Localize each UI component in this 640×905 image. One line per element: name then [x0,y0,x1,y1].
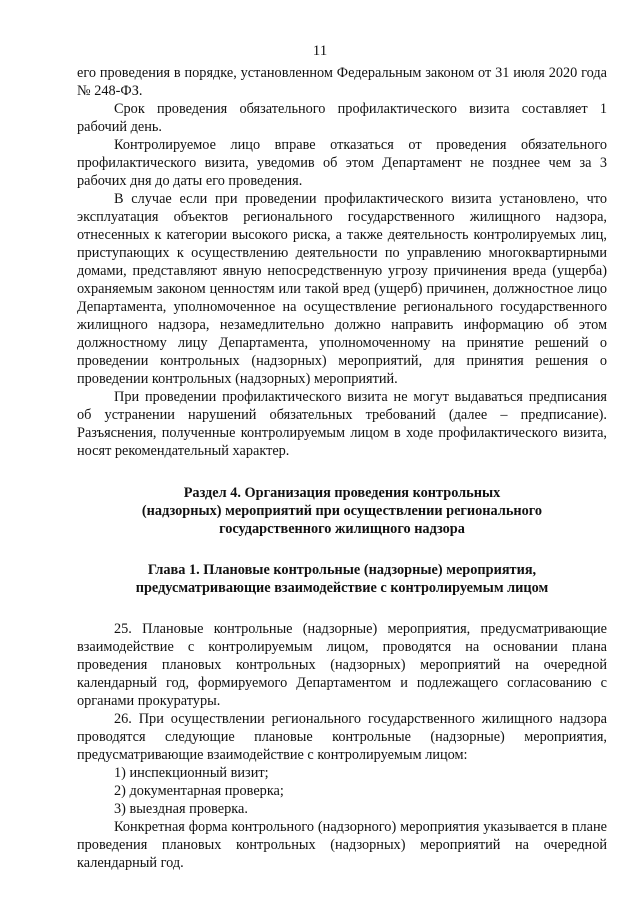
section-heading [77,484,607,538]
section-heading-line: государственного жилищного надзора [219,521,465,537]
paragraph-final: Конкретная форма контрольного (надзорного) мероприятия указывается в плане проведения плановых контрольных (надзорных) мероприятий на очередной календарный год. [77,819,607,871]
chapter-heading [77,561,607,597]
chapter-heading-line: Глава 1. Плановые контрольные (надзорные) мероприятия, [147,562,537,578]
chapter-heading-line: предусматривающие взаимодействие с контролируемым лицом [135,580,549,596]
paragraph-25: 25. Плановые контрольные (надзорные) мероприятия, предусматривающие взаимодействие с контролируемым лицом, проводятся на основании плана проведения плановых контрольных (надзорных) мероприятий на очередной календарный год, формируемого Департаментом и подлежащего согласованию с органами прокуратуры. [77,621,607,709]
paragraph-refusal: Контролируемое лицо вправе отказаться от проведения обязательного профилактического визита, уведомив об этом Департамент не позднее чем за 3 рабочих дня до даты его проведения. [77,137,607,189]
page-number: 11 [312,43,328,59]
section-heading-line: (надзорных) мероприятий при осуществлении регионального [141,503,543,519]
paragraph-26: 26. При осуществлении регионального государственного жилищного надзора проводятся следующие плановые контрольные (надзорные) мероприятия, предусматривающие взаимодействие с контролируемым лицом: [77,711,607,763]
paragraph-no-orders: При проведении профилактического визита не могут выдаваться предписания об устранении нарушений обязательных требований (далее – предписание). Разъяснения, полученные контролируемым лицом в ходе профилактического визита, носят рекомендательный характер. [77,389,607,459]
paragraph-threat: В случае если при проведении профилактического визита установлено, что эксплуатация объектов регионального государственного жилищного надзора, отнесенных к категории высокого риска, а также деятельность контролируемых лиц, приступающих к осуществлению деятельности по управлению многоквартирными домами, представляют явную непосредственную угрозу причинения вреда (ущерба) охраняемым законом ценностям или такой вред (ущерб) причинен, должностное лицо Департамента, уполномоченное на осуществление регионального государственного жилищного надзора, незамедлительно должно направить информацию об этом должностному лицу Департамента, уполномоченному на принятие решений о проведении контрольных (надзорных) мероприятий, для принятия решения о проведении контрольных (надзорных) мероприятий. [77,191,607,387]
paragraph-continuation: его проведения в порядке, установленном Федеральным законом от 31 июля 2020 года № 248-ФЗ. [77,65,607,99]
list-item: 1) инспекционный визит; [114,765,269,781]
list-item: 2) документарная проверка; [114,783,284,799]
list-item: 3) выездная проверка. [114,801,248,817]
section-heading-line: Раздел 4. Организация проведения контрольных [183,485,501,501]
paragraph-visit-duration: Срок проведения обязательного профилактического визита составляет 1 рабочий день. [77,101,607,135]
document-body [77,64,607,872]
